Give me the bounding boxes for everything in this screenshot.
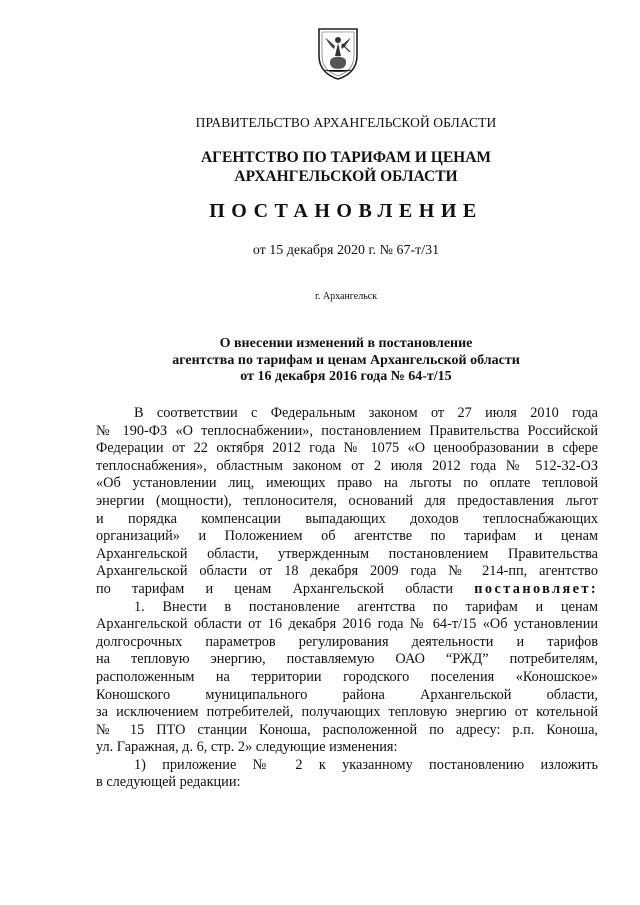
body-line: № 190-ФЗ «О теплоснабжении», постановлением Правительства Российской	[96, 422, 598, 439]
document-type-title: ПОСТАНОВЛЕНИЕ	[209, 200, 483, 222]
body-line: теплоснабжения», областным законом от 2 июля 2012 года № 512-32-ОЗ	[96, 457, 598, 474]
body-line: 1. Внести в постановление агентства по тарифам и ценам	[134, 598, 598, 615]
body-line-resolves	[96, 581, 598, 599]
resolution-heading-line-2: агентства по тарифам и ценам Архангельской области	[172, 352, 520, 368]
coat-of-arms-emblem	[316, 26, 360, 80]
agency-name	[96, 148, 596, 186]
body-line: в следующей редакции:	[96, 774, 241, 791]
body-line: организаций» и Положением об агентстве по тарифам и ценам	[96, 528, 598, 545]
resolution-heading-line-3: от 16 декабря 2016 года № 64-т/15	[240, 369, 452, 384]
agency-name-line-1: АГЕНТСТВО ПО ТАРИФАМ И ЦЕНАМ	[200, 149, 492, 166]
body-line: «Об установлении лиц, имеющих право на льготы по оплате тепловой	[96, 475, 598, 492]
body-line: энергии (мощности), теплоносителя, оснований для предоставления льгот	[96, 492, 598, 509]
resolution-heading	[96, 336, 596, 386]
body-line: на тепловую энергию, поставляемую ОАО “РЖД” потребителям,	[96, 651, 598, 668]
body-line: долгосрочных параметров регулирования деятельности и тарифов	[96, 633, 598, 650]
document-date-number: от 15 декабря 2020 г. № 67-т/31	[252, 243, 440, 258]
body-line: Федерации от 22 октября 2012 года № 1075 «О ценообразовании в сфере	[96, 440, 598, 457]
body-line: ул. Гаражная, д. 6, стр. 2» следующие изменения:	[96, 739, 398, 756]
government-name: ПРАВИТЕЛЬСТВО АРХАНГЕЛЬСКОЙ ОБЛАСТИ	[195, 115, 497, 130]
body-line: Архангельской области от 16 декабря 2016 года № 64-т/15 «Об установлении	[96, 616, 598, 633]
body-line: Коношского муниципального района Архангельской области,	[96, 686, 598, 703]
body-line: за исключением потребителей, получающих тепловую энергию от котельной	[96, 704, 598, 721]
resolves-keyword: постановляет:	[474, 580, 598, 597]
body-line: Архангельской области от 18 декабря 2009 года № 214-пп, агентство	[96, 563, 598, 580]
resolution-heading-line-1: О внесении изменений в постановление	[219, 336, 473, 351]
document-body	[96, 405, 598, 792]
body-line: и порядка компенсации выпадающих доходов теплоснабжающих	[96, 510, 598, 527]
body-line: 1) приложение № 2 к указанному постановлению изложить	[134, 756, 598, 773]
body-line-text: по тарифам и ценам Архангельской области	[96, 580, 454, 597]
body-line: № 15 ПТО станции Коноша, расположенной по адресу: р.п. Коноша,	[96, 721, 598, 738]
agency-name-line-2: АРХАНГЕЛЬСКОЙ ОБЛАСТИ	[234, 168, 458, 185]
body-line: Архангельской области, утвержденным постановлением Правительства	[96, 545, 598, 562]
body-line: расположенным на территории городского поселения «Коношское»	[96, 668, 598, 685]
document-city: г. Архангельск	[314, 291, 378, 302]
body-line: В соответствии с Федеральным законом от 27 июля 2010 года	[134, 405, 598, 421]
